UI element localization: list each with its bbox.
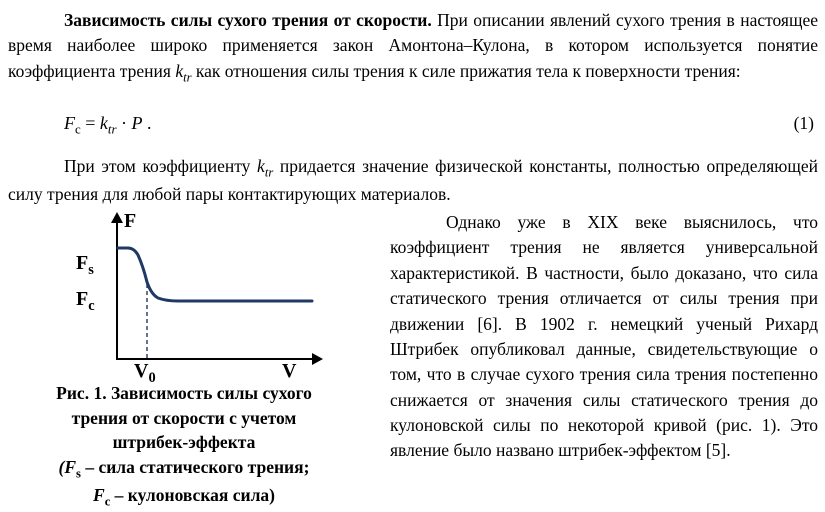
label-fs-subscript: s <box>88 262 94 278</box>
label-fs <box>76 252 94 279</box>
label-fc-subscript: c <box>88 298 95 314</box>
symbol-k: k <box>175 60 184 81</box>
para2-text-part2: придается значение физической константы, полностью определяющей силу трения для любой пары контактирующих материалов. <box>8 156 818 204</box>
caption-line-1: Рис. 1. Зависимость силы сухого <box>56 383 312 403</box>
caption-line-5 <box>8 483 360 511</box>
figure-caption <box>8 381 360 511</box>
caption-fc-subscript: c <box>104 494 111 509</box>
equation-1 <box>64 113 152 138</box>
right-column <box>390 210 818 464</box>
caption-line-5-text: – кулоновская сила) <box>110 484 275 505</box>
caption-line-3: штрибек-эффекта <box>112 432 256 452</box>
intro-text-part2: как отношения силы трения к силе прижатия тела к поверхности трения: <box>191 60 741 81</box>
caption-fs-subscript: s <box>76 466 81 480</box>
curve-plot <box>54 210 344 375</box>
caption-fc-symbol: F <box>93 484 105 505</box>
equation-equals: = <box>80 113 100 133</box>
intro-text-part1: При описании явлений сухого трения в настоящее время наиболее широко применяется закон Амонтона–Кулона, в котором используется понятие коэффициента трения <box>8 10 818 81</box>
equation-period: . <box>142 113 152 133</box>
section-heading: Зависимость силы сухого трения от скорости. <box>64 10 432 30</box>
caption-line-4-text: – сила статического трения; <box>80 456 310 477</box>
equation-F-subscript: c <box>75 121 81 137</box>
caption-fs-symbol: (F <box>58 456 77 477</box>
equation-k: k <box>99 113 108 133</box>
label-v0-main: V <box>134 360 149 382</box>
label-fc <box>76 288 95 315</box>
caption-line-2: трения от скорости с учетом <box>71 407 297 428</box>
intro-text <box>8 8 818 87</box>
symbol-k-2: k <box>257 156 265 176</box>
second-paragraph <box>8 154 818 207</box>
second-paragraph-text <box>8 154 818 207</box>
x-axis-label: V <box>282 360 297 382</box>
symbol-k-2-subscript: tr <box>264 165 274 180</box>
intro-paragraph <box>8 8 818 87</box>
equation-row <box>8 113 818 143</box>
label-fs-main: F <box>76 252 89 274</box>
label-v0 <box>134 360 156 387</box>
para2-text-part1: При этом коэффициенту <box>64 156 258 176</box>
right-column-text: Однако уже в XIX веке выяснилось, что коэффициент трения не является универсальной характеристикой. В частности, было доказано, что сила статического трения отличается от силы трения при движении [6]. В 1902 г. немецкий ученый Рихард Штрибек опубликовал данные, свидетельствующие о том, что в случае сухого трения сила трения постепенно снижается от значения силы статического трения до кулоновской силы по некоторой кривой (рис. 1). Это явление было названо штрибек-эффектом [5]. <box>390 212 818 461</box>
equation-P: P <box>131 113 143 133</box>
stribeck-curve-chart <box>54 210 344 386</box>
label-v0-subscript: 0 <box>148 370 156 386</box>
label-fc-main: F <box>76 288 89 310</box>
y-axis-label: F <box>124 210 137 232</box>
figure-column <box>8 210 360 511</box>
equation-k-subscript: tr <box>107 121 117 137</box>
symbol-k-subscript: tr <box>183 70 192 85</box>
caption-line-4 <box>8 455 360 483</box>
equation-F: F <box>64 113 75 133</box>
equation-dot: · <box>116 113 132 133</box>
equation-number: (1) <box>793 113 814 133</box>
